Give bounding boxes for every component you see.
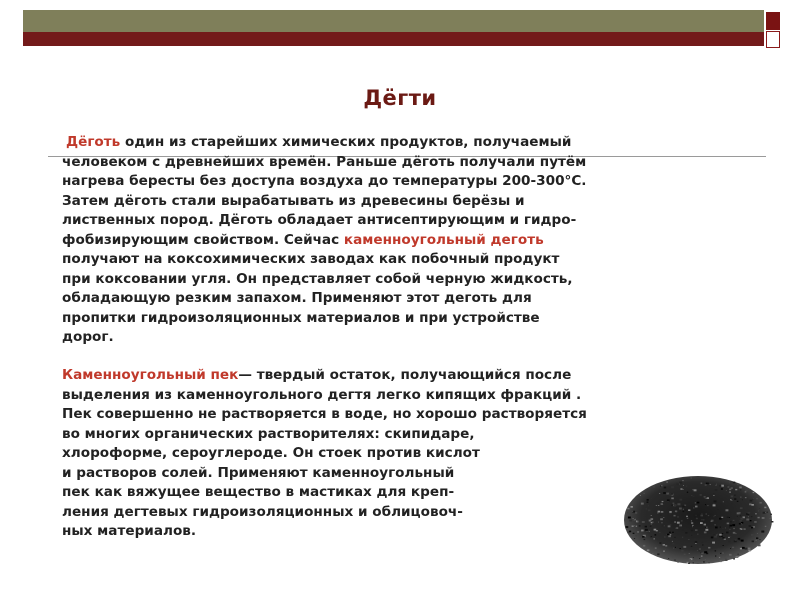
top-olive-bar — [23, 10, 764, 32]
p2-line-3: во многих органических растворителях: скипидаре, — [62, 425, 475, 442]
p2-line-6: пек как вяжущее вещество в мастиках для креп- — [62, 484, 455, 500]
p2-line-4: хлороформе, сероуглероде. Он стоек против кислот — [62, 445, 480, 461]
p2-line-0: — твердый остаток, получающийся после — [238, 367, 572, 383]
coal-tar-pitch-pile-image — [618, 462, 778, 572]
p1-line-4: лиственных пород. Дёготь обладает антисептирующим и гидро- — [62, 212, 577, 228]
p2-line-7: ления дегтевых гидроизоляционных и облицовоч- — [62, 503, 463, 520]
p1-line-8: обладающую резким запахом. Применяют этот деготь для — [62, 290, 532, 306]
p2-line-5: и растворов солей. Применяют каменноугольный — [62, 464, 455, 481]
corner-square-top — [766, 12, 780, 30]
p2-line-1: выделения из каменноугольного дегтя легко кипящих фракций . — [62, 386, 582, 403]
p1-line-5: фобизирующим свойством. Сейчас — [62, 231, 344, 248]
p2-line-8: ных материалов. — [62, 523, 197, 539]
p1-line-7: при коксовании угля. Он представляет собой черную жидкость, — [62, 270, 573, 287]
slide-title: Дёгти — [363, 86, 437, 110]
top-maroon-bar — [23, 32, 764, 46]
p1-line-10: дорог. — [62, 329, 114, 345]
term-pitch: Каменноугольный пек — [62, 367, 239, 383]
p1-line-6: получают на коксохимических заводах как побочный продукт — [62, 251, 560, 267]
term-tar: Дёготь — [66, 134, 121, 150]
p2-line-2: Пек совершенно не растворяется в воде, но хорошо растворяется — [62, 406, 587, 422]
paragraph-tar — [62, 133, 752, 348]
p1-line-9: пропитки гидроизоляционных материалов и при устройстве — [62, 309, 540, 326]
p1-line-2: нагрева бересты без доступа воздуха до температуры 200-300°С. — [62, 173, 587, 189]
p1-line-1: человеком с древнейших времён. Раньше дёготь получали путём — [62, 153, 587, 170]
term-coal-tar: каменноугольный деготь — [343, 231, 544, 248]
p1-line-0: один из старейших химических продуктов, получаемый — [120, 134, 572, 150]
corner-square-bottom — [766, 31, 780, 48]
p1-line-3: Затем дёготь стали вырабатывать из древесины берёзы и — [62, 192, 525, 209]
